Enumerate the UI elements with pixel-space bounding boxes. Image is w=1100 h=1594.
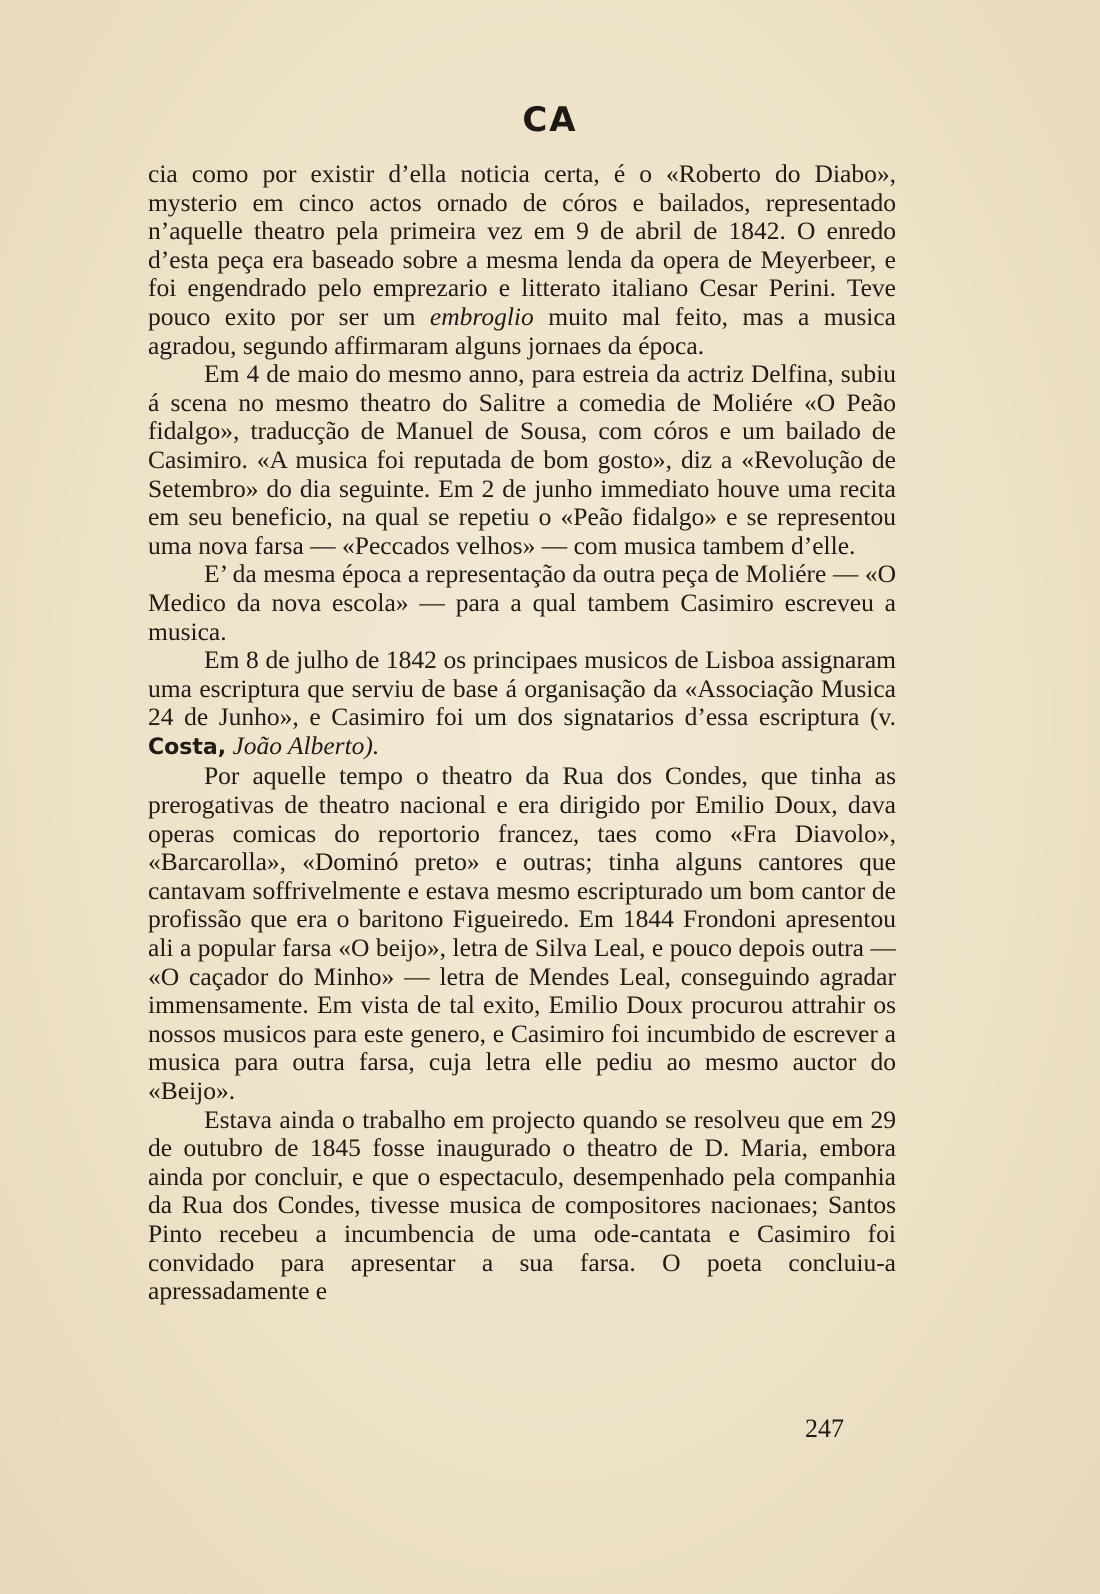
paragraph-4-italic: João Alberto). <box>226 730 380 760</box>
paragraph-4 <box>148 646 896 762</box>
paragraph-1 <box>148 160 896 360</box>
paragraph-5: Por aquelle tempo o theatro da Rua dos Condes, que tinha as prerogativas de theatro nacional e era dirigido por Emilio Doux, dava operas comicas do reportorio francez, taes como «Fra Diavolo», «Barcarolla», «Dominó preto» e outras; tinha alguns cantores que cantavam soffrivelmente e estava mesmo escripturado um bom cantor de profissão que era o baritono Figueiredo. Em 1844 Frondoni apresentou ali a popular farsa «O beijo», letra de Silva Leal, e pouco depois outra — «O caçador do Minho» — letra de Mendes Leal, conseguindo agradar immensamente. Em vista de tal exito, Emilio Doux procurou attrahir os nossos musicos para este genero, e Casimiro foi incumbido de escrever a musica para outra farsa, cuja letra elle pediu ao mesmo auctor do «Beijo». <box>148 761 896 1105</box>
paragraph-1-text-a: cia como por existir d’ella noticia certa, é o «Roberto do Diabo», mysterio em cinco actos ornado de córos e bailados, representado n’aquelle theatro pela primeira vez em 9 de abril de 1842. O enredo d’esta peça era baseado sobre a mesma lenda da opera de Meyerbeer, e foi engendrado pelo emprezario e litterato italiano Cesar Perini. Teve pouco exito por ser um <box>148 159 896 331</box>
paragraph-1-text-b: muito mal feito, mas a musica agradou, segundo affirmaram alguns jornaes da época. <box>148 301 896 360</box>
paragraph-4-text-a: Em 8 de julho de 1842 os principaes musicos de Lisboa assignaram uma escriptura que serviu de base á organisação da «Associação Musica 24 de Junho», e Casimiro foi um dos signatarios d’essa escriptura (v. <box>148 645 896 732</box>
body-text <box>148 160 896 1306</box>
paragraph-1-italic: embroglio <box>429 301 534 331</box>
page-number: 247 <box>805 1414 844 1443</box>
paragraph-2: Em 4 de maio do mesmo anno, para estreia da actriz Delfina, subiu á scena no mesmo theatro do Salitre a comedia de Moliére «O Peão fidalgo», traducção de Manuel de Sousa, com córos e um bailado de Casimiro. «A musica foi reputada de bom gosto», diz a «Revolução de Setembro» do dia seguinte. Em 2 de junho immediato houve uma recita em seu beneficio, na qual se repetiu o «Peão fidalgo» e se representou uma nova farsa — «Peccados velhos» — com musica tambem d’elle. <box>148 359 896 560</box>
paragraph-3: E’ da mesma época a representação da outra peça de Moliére — «O Medico da nova escola» — para a qual tambem Casimiro escreveu a musica. <box>148 559 896 646</box>
paragraph-6: Estava ainda o trabalho em projecto quando se resolveu que em 29 de outubro de 1845 fosse inaugurado o theatro de D. Maria, embora ainda por concluir, e que o espectaculo, desempenhado pela companhia da Rua dos Condes, tivesse musica de compositores nacionaes; Santos Pinto recebeu a incumbencia de uma ode-cantata e Casimiro foi convidado para apresentar a sua farsa. O poeta concluiu-a apressadamente e <box>148 1104 896 1306</box>
cross-reference-name: Costa, <box>148 734 227 760</box>
running-header: CA <box>522 100 578 140</box>
